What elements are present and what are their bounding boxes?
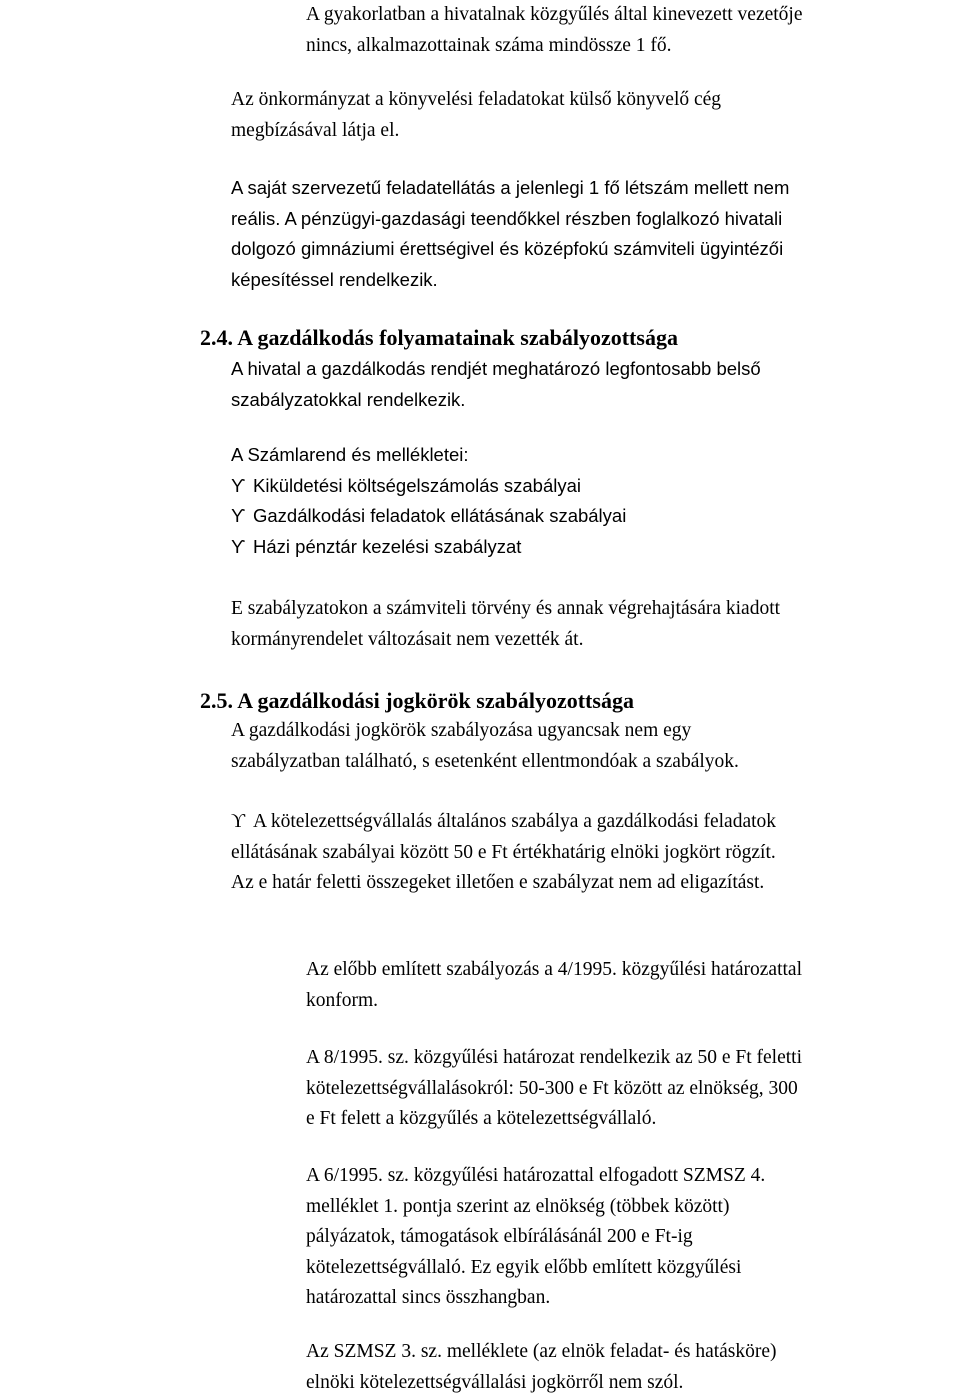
section-heading-2-4 [200,323,678,354]
text-line: A gazdálkodási jogkörök szabályozása ugyancsak nem egy [231,716,739,747]
section-number: 2.4. [200,325,233,350]
list-title: A Számlarend és mellékletei: [231,440,626,471]
sub-paragraph-6-1995 [306,1161,765,1314]
list-item [231,532,626,563]
sub-paragraph-4-1995 [306,955,802,1016]
text-line: határozattal sincs összhangban. [306,1283,765,1314]
text-line: konform. [306,986,802,1017]
section-2-5-bullet [231,807,776,899]
sub-paragraph-8-1995 [306,1043,802,1135]
section-number: 2.5. [200,688,233,713]
text-line: kötelezettségvállaló. Ez egyik előbb említett közgyűlési [306,1253,765,1284]
bullet-icon: ϒ [231,807,253,838]
regulation-list [231,440,626,562]
bullet-icon: ϒ [231,471,253,502]
text-line: e Ft felett a közgyűlés a kötelezettségvállaló. [306,1104,802,1135]
text-line [231,807,776,838]
bullet-icon: ϒ [231,501,253,532]
section-title: A gazdálkodás folyamatainak szabályozottsága [237,325,678,350]
text-line: A gyakorlatban a hivatalnak közgyűlés által kinevezett vezetője [306,0,803,31]
list-item-text: Gazdálkodási feladatok ellátásának szabályai [253,505,626,526]
text-line: kormányrendelet változásait nem vezették át. [231,625,780,656]
text-line-content: A kötelezettségvállalás általános szabálya a gazdálkodási feladatok [253,811,776,832]
section-2-5-intro [231,716,739,777]
bullet-icon: ϒ [231,532,253,563]
section-2-4-note [231,594,780,655]
text-line: reális. A pénzügyi-gazdasági teendőkkel részben foglalkozó hivatali [231,204,789,235]
text-line: A 8/1995. sz. közgyűlési határozat rendelkezik az 50 e Ft feletti [306,1043,802,1074]
text-line: Az e határ feletti összegeket illetően e szabályzat nem ad eligazítást. [231,868,776,899]
text-line: elnöki kötelezettségvállalási jogkörről nem szól. [306,1368,777,1398]
text-line: E szabályzatokon a számviteli törvény és annak végrehajtására kiadott [231,594,780,625]
text-line: szabályzatokkal rendelkezik. [231,385,761,416]
list-item [231,471,626,502]
text-line: A saját szervezetű feladatellátás a jelenlegi 1 fő létszám mellett nem [231,173,789,204]
text-line: dolgozó gimnáziumi érettségivel és középfokú számviteli ügyintézői [231,234,789,265]
section-2-4-intro [231,354,761,415]
text-line: kötelezettségvállalásokról: 50-300 e Ft között az elnökség, 300 [306,1074,802,1105]
text-line: pályázatok, támogatások elbírálásánál 200 e Ft-ig [306,1222,765,1253]
paragraph-intro [306,0,803,61]
text-line: ellátásának szabályai között 50 e Ft értékhatárig elnöki jogkört rögzít. [231,838,776,869]
sub-paragraph-szmsz [306,1337,777,1398]
text-line: megbízásával látja el. [231,116,721,147]
list-item-text: Kiküldetési költségelszámolás szabályai [253,475,581,496]
text-line: A 6/1995. sz. közgyűlési határozattal elfogadott SZMSZ 4. [306,1161,765,1192]
text-line: melléklet 1. pontja szerint az elnökség (többek között) [306,1192,765,1223]
text-line: Az önkormányzat a könyvelési feladatokat külső könyvelő cég [231,85,721,116]
text-line: Az előbb említett szabályozás a 4/1995. közgyűlési határozattal [306,955,802,986]
text-line: képesítéssel rendelkezik. [231,265,789,296]
paragraph-bookkeeping [231,85,721,146]
list-item [231,501,626,532]
text-line: Az SZMSZ 3. sz. melléklete (az elnök feladat- és hatásköre) [306,1337,777,1368]
list-item-text: Házi pénztár kezelési szabályzat [253,536,521,557]
text-line: szabályzatban található, s esetenként ellentmondóak a szabályok. [231,747,739,778]
paragraph-staff [231,173,789,295]
section-heading-2-5 [200,686,634,717]
text-line: A hivatal a gazdálkodás rendjét meghatározó legfontosabb belső [231,354,761,385]
text-line: nincs, alkalmazottainak száma mindössze 1 fő. [306,31,803,62]
section-title: A gazdálkodási jogkörök szabályozottsága [237,688,634,713]
